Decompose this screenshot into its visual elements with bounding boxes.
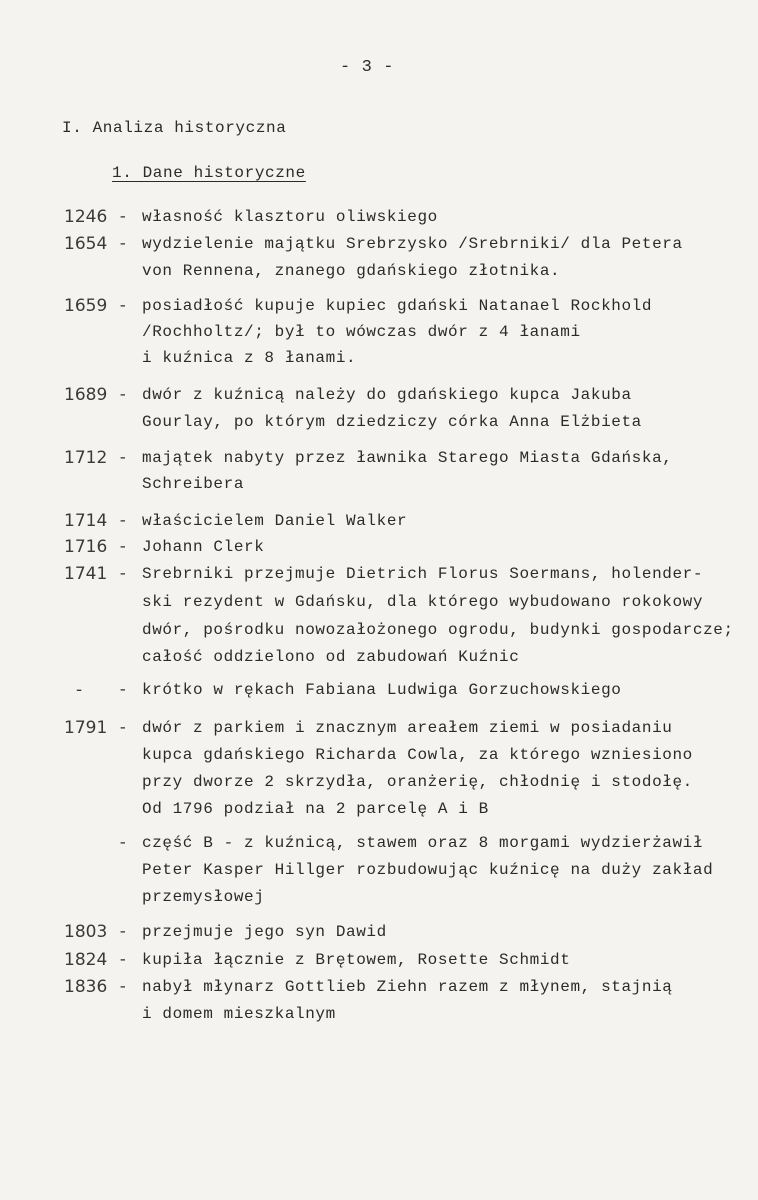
entry-text-line: właścicielem Daniel Walker	[142, 512, 408, 530]
entry-text-line: przemysłowej	[142, 888, 265, 906]
entry-dash: -	[118, 386, 128, 404]
entry-year: 1246	[64, 207, 108, 227]
entry-dash: -	[118, 978, 128, 996]
entry-dash: -	[118, 923, 128, 941]
entry-dash: -	[118, 834, 128, 852]
entry-text-line: dwór z parkiem i znacznym areałem ziemi w posiadaniu	[142, 719, 673, 737]
entry-text-line: majątek nabyty przez ławnika Starego Miasta Gdańska,	[142, 449, 673, 467]
entry-dash: -	[118, 565, 128, 583]
entry-dash: -	[118, 538, 128, 556]
entry-text-line: przy dworze 2 skrzydła, oranżerię, chłodnię i stodołę.	[142, 773, 693, 791]
entry-text-line: krótko w rękach Fabiana Ludwiga Gorzuchowskiego	[142, 681, 622, 699]
entry-text-line: Schreibera	[142, 475, 245, 493]
entry-year: 1836	[64, 977, 108, 997]
entry-text-line: część B - z kuźnicą, stawem oraz 8 morgami wydzierżawił	[142, 834, 704, 852]
entry-year: 1659	[64, 296, 108, 316]
entry-text-line: kupiła łącznie z Brętowem, Rosette Schmidt	[142, 951, 571, 969]
entry-year: 1824	[64, 950, 108, 970]
entry-text-line: nabył młynarz Gottlieb Ziehn razem z młynem, stajnią	[142, 978, 673, 996]
entry-text-line: kupca gdańskiego Richarda Cowla, za którego wzniesiono	[142, 746, 693, 764]
entry-dash: -	[118, 681, 128, 699]
entry-year: 1714	[64, 511, 108, 531]
entry-text-line: von Rennena, znanego gdańskiego złotnika.	[142, 262, 561, 280]
entry-dash: -	[118, 719, 128, 737]
entry-text-line: Srebrniki przejmuje Dietrich Florus Soermans, holender-	[142, 565, 704, 583]
entry-year: 1712	[64, 448, 108, 468]
entry-text-line: Gourlay, po którym dziedziczy córka Anna Elżbieta	[142, 413, 642, 431]
entry-text-line: dwór, pośrodku nowozałożonego ogrodu, budynki gospodarcze;	[142, 621, 734, 639]
entry-dash: -	[118, 512, 128, 530]
entry-dash: -	[118, 235, 128, 253]
entry-text-line: Johann Clerk	[142, 538, 265, 556]
entry-year: -	[76, 680, 83, 700]
entry-text-line: dwór z kuźnicą należy do gdańskiego kupca Jakuba	[142, 386, 632, 404]
entry-text-line: i domem mieszkalnym	[142, 1005, 336, 1023]
entry-dash: -	[118, 951, 128, 969]
entry-text-line: własność klasztoru oliwskiego	[142, 208, 438, 226]
entry-year: 1791	[64, 718, 108, 738]
entry-text-line: Od 1796 podział na 2 parcelę A i B	[142, 800, 489, 818]
entry-text-line: /Rochholtz/; był to wówczas dwór z 4 łanami	[142, 323, 581, 341]
entry-dash: -	[118, 449, 128, 467]
entry-dash: -	[118, 297, 128, 315]
entry-year: 1716	[64, 537, 108, 557]
entry-year: 1689	[64, 385, 108, 405]
entry-text-line: i kuźnica z 8 łanami.	[142, 349, 357, 367]
entry-text-line: całość oddzielono od zabudowań Kuźnic	[142, 648, 520, 666]
page-number: - 3 -	[340, 58, 395, 77]
entry-text-line: wydzielenie majątku Srebrzysko /Srebrniki/ dla Petera	[142, 235, 683, 253]
entry-text-line: przejmuje jego syn Dawid	[142, 923, 387, 941]
entry-text-line: ski rezydent w Gdańsku, dla którego wybudowano rokokowy	[142, 593, 704, 611]
entry-text-line: Peter Kasper Hillger rozbudowując kuźnicę na duży zakład	[142, 861, 714, 879]
entry-year: 1741	[64, 564, 108, 584]
entry-text-line: posiadłość kupuje kupiec gdański Natanael Rockhold	[142, 297, 653, 315]
section-heading: I. Analiza historyczna	[62, 119, 287, 137]
entry-dash: -	[118, 208, 128, 226]
entry-year: 1803	[64, 922, 108, 942]
entry-year: 1654	[64, 234, 108, 254]
subsection-heading: 1. Dane historyczne	[112, 164, 306, 182]
